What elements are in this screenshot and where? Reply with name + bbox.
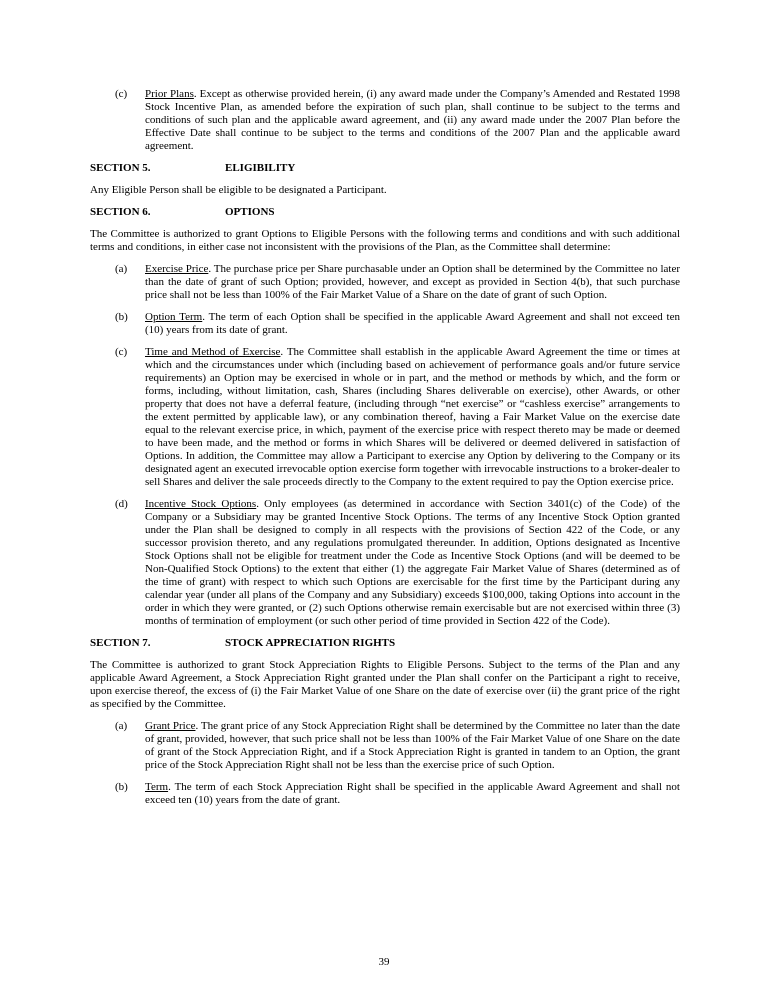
list-item-rest: . The term of each Option shall be specified in the applicable Award Agreement and shall not exceed ten (10) years from its date of grant. — [145, 311, 680, 336]
paragraph: The Committee is authorized to grant Options to Eligible Persons with the following terms and conditions and with such additional terms and conditions, in either case not inconsistent with the provisions of the Plan, as the Committee shall determine: — [90, 228, 680, 253]
list-item-rest: . The Committee shall establish in the applicable Award Agreement the time or times at which and the circumstances under which (including based on achievement of performance goals and/or future service requirements) an Option may be exercised in whole or in part, and the method or methods by which, and the form or forms, including, without limitation, cash, Shares (including Shares deliverable on exercise), other Awards, or other property that does not have a deferral feature, (including through “net exercise” or “cashless exercise” arrangements to the extent permitted by applicable law), or any combination thereof, having a Fair Market Value on the exercise date equal to the relevant exercise price, in which, payment of the exercise price with respect thereto may be made or deemed to have been made, and the method or forms in which Shares will be delivered or deemed delivered in satisfaction of Options. In addition, the Committee may allow a Participant to exercise any Option by delivering to the Company or its designated agent an executed irrevocable option exercise form together with irrevocable instructions to a broker-dealer to sell Shares and deliver the sale proceeds directly to the Company to the extent required to pay the Option exercise price. — [145, 346, 680, 488]
list-item — [90, 88, 680, 153]
list-item — [90, 311, 680, 337]
paragraph: The Committee is authorized to grant Stock Appreciation Rights to Eligible Persons. Subject to the terms of the Plan and any applicable Award Agreement, a Stock Appreciation Right granted under the Plan shall confer on the Participant a right to receive, upon exercise thereof, the excess of (i) the Fair Market Value of one Share on the date of exercise over (ii) the grant price of the right as specified by the Committee. — [90, 659, 680, 710]
section-number: SECTION 5. — [90, 162, 151, 174]
list-item-rest: . Only employees (as determined in accordance with Section 3401(c) of the Code) of the Company or a Subsidiary may be granted Incentive Stock Options. The terms of any Incentive Stock Option granted under the Plan shall be designed to comply in all respects with the provisions of Section 422 of the Code, or any successor provision thereto, and any regulations promulgated thereunder. In addition, Options designated as Incentive Stock Options shall not be eligible for treatment under the Code as Incentive Stock Options (and will be deemed to be Non-Qualified Stock Options) to the extent that either (1) the aggregate Fair Market Value of Shares (determined as of the time of grant) with respect to which such Options are exercisable for the first time by the Participant during any calendar year (under all plans of the Company and any Subsidiary) exceeds $100,000, taking Options into account in the order in which they were granted, or (2) such Options otherwise remain exercisable but are not exercised within three (3) months of termination of employment (or such other period of time provided in Section 422 of the Code). — [145, 498, 680, 627]
list-item-rest: . The term of each Stock Appreciation Right shall be specified in the applicable Award Agreement and shall not exceed ten (10) years from the date of grant. — [145, 781, 680, 806]
list-item-text — [145, 720, 680, 772]
list-item-rest: . The purchase price per Share purchasable under an Option shall be determined by the Committee no later than the date of grant of such Option; provided, however, and except as provided in Section 4(b), that such purchase price shall not be less than 100% of the Fair Market Value of a Share on the date of grant of such Option. — [145, 263, 680, 301]
list-item-lead: Option Term — [145, 311, 203, 323]
list-item-label: (a) — [115, 720, 128, 732]
document-content — [90, 88, 680, 816]
list-item-rest: . Except as otherwise provided herein, (i) any award made under the Company’s Amended and Restated 1998 Stock Incentive Plan, as amended before the expiration of such plan, shall continue to be subject to the terms and conditions of such plan and the applicable award agreement, and (ii) any award made under the 2007 Plan before the Effective Date shall continue to be subject to the terms and conditions of the 2007 Plan and the applicable award agreement. — [145, 88, 681, 152]
paragraph: Any Eligible Person shall be eligible to be designated a Participant. — [90, 184, 387, 196]
list-item-lead: Incentive Stock Options — [145, 498, 257, 510]
section-heading — [90, 637, 680, 650]
list-item-rest: . The grant price of any Stock Appreciation Right shall be determined by the Committee no later than the date of grant, provided, however, that such price shall not be less than 100% of the Fair Market Value of one Share on the date of grant of the Stock Appreciation Right, and if a Stock Appreciation Right is granted in tandem to an Option, the grant price of the Stock Appreciation Right shall not be less than the exercise price of such Option. — [145, 720, 680, 771]
list-item-lead: Exercise Price — [145, 263, 209, 275]
list-item-text — [145, 88, 680, 153]
list-item-lead: Time and Method of Exercise — [145, 346, 281, 358]
list-item — [90, 346, 680, 489]
section-title: ELIGIBILITY — [225, 162, 296, 174]
section-number: SECTION 7. — [90, 637, 151, 649]
list-item-text — [145, 263, 680, 302]
section-number: SECTION 6. — [90, 206, 151, 218]
list-item-label: (b) — [115, 781, 128, 793]
list-item-text — [145, 781, 680, 807]
section-heading — [90, 162, 680, 175]
list-item — [90, 781, 680, 807]
list-item-label: (c) — [115, 346, 128, 358]
list-item-label: (c) — [115, 88, 128, 100]
section-title: STOCK APPRECIATION RIGHTS — [225, 637, 396, 649]
list-item-text — [145, 346, 680, 489]
list-item-text — [145, 498, 680, 628]
list-item — [90, 263, 680, 302]
list-item-text — [145, 311, 680, 337]
list-item-label: (b) — [115, 311, 128, 323]
list-item-lead: Prior Plans — [145, 88, 194, 100]
list-item — [90, 720, 680, 772]
section-title: OPTIONS — [225, 206, 275, 218]
page-number: 39 — [378, 956, 390, 968]
list-item-lead: Term — [145, 781, 169, 793]
list-item — [90, 498, 680, 628]
list-item-lead: Grant Price — [145, 720, 196, 732]
list-item-label: (d) — [115, 498, 128, 510]
section-heading — [90, 206, 680, 219]
list-item-label: (a) — [115, 263, 128, 275]
